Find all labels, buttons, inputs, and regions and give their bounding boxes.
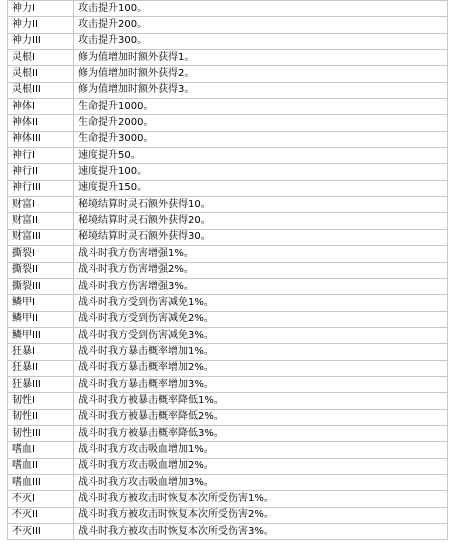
talent-effect-cell: 秘境结算时灵石额外获得10。 xyxy=(74,197,448,213)
table-row xyxy=(8,393,448,409)
talent-effect-cell: 战斗时我方被攻击时恢复本次所受伤害3%。 xyxy=(74,524,448,540)
talent-effect-cell: 速度提升50。 xyxy=(74,148,448,164)
talent-name-cell: 不灭I xyxy=(8,491,74,507)
talent-effect-cell: 战斗时我方暴击概率增加2%。 xyxy=(74,360,448,376)
talent-effect-cell: 攻击提升100。 xyxy=(74,1,448,17)
talent-name-cell: 鳞甲III xyxy=(8,327,74,343)
table-row xyxy=(8,491,448,507)
talent-name-cell: 韧性I xyxy=(8,393,74,409)
talent-name-cell: 韧性II xyxy=(8,409,74,425)
table-row xyxy=(8,115,448,131)
table-row xyxy=(8,229,448,245)
talent-name-cell: 不灭III xyxy=(8,524,74,540)
talent-name-cell: 灵根I xyxy=(8,50,74,66)
table-row xyxy=(8,311,448,327)
talent-effect-cell: 战斗时我方伤害增强2%。 xyxy=(74,262,448,278)
talent-effect-cell: 速度提升150。 xyxy=(74,180,448,196)
talent-name-cell: 撕裂II xyxy=(8,262,74,278)
talent-name-cell: 神体II xyxy=(8,115,74,131)
table-row xyxy=(8,164,448,180)
table-row xyxy=(8,148,448,164)
talent-effect-cell: 战斗时我方被暴击概率降低3%。 xyxy=(74,425,448,441)
talent-effect-cell: 战斗时我方受到伤害减免1%。 xyxy=(74,295,448,311)
table-row xyxy=(8,507,448,523)
table-row xyxy=(8,99,448,115)
talent-effect-cell: 战斗时我方伤害增强1%。 xyxy=(74,246,448,262)
table-row xyxy=(8,376,448,392)
talent-name-cell: 神力I xyxy=(8,1,74,17)
table-row xyxy=(8,131,448,147)
talent-table xyxy=(7,0,448,540)
talent-name-cell: 狂暴III xyxy=(8,376,74,392)
talent-name-cell: 神行I xyxy=(8,148,74,164)
talent-effect-cell: 秘境结算时灵石额外获得30。 xyxy=(74,229,448,245)
table-row xyxy=(8,458,448,474)
talent-name-cell: 神行III xyxy=(8,180,74,196)
talent-name-cell: 灵根II xyxy=(8,66,74,82)
table-row xyxy=(8,409,448,425)
talent-effect-cell: 战斗时我方被攻击时恢复本次所受伤害2%。 xyxy=(74,507,448,523)
table-row xyxy=(8,360,448,376)
talent-effect-cell: 攻击提升200。 xyxy=(74,17,448,33)
talent-name-cell: 撕裂I xyxy=(8,246,74,262)
talent-effect-cell: 修为值增加时额外获得1。 xyxy=(74,50,448,66)
table-row xyxy=(8,50,448,66)
talent-effect-cell: 战斗时我方暴击概率增加3%。 xyxy=(74,376,448,392)
talent-name-cell: 鳞甲II xyxy=(8,311,74,327)
talent-effect-cell: 战斗时我方伤害增强3%。 xyxy=(74,278,448,294)
talent-name-cell: 鳞甲I xyxy=(8,295,74,311)
talent-effect-cell: 战斗时我方被攻击时恢复本次所受伤害1%。 xyxy=(74,491,448,507)
talent-effect-cell: 战斗时我方攻击吸血增加2%。 xyxy=(74,458,448,474)
talent-name-cell: 神力III xyxy=(8,33,74,49)
talent-name-cell: 神力II xyxy=(8,17,74,33)
table-row xyxy=(8,344,448,360)
table-row xyxy=(8,82,448,98)
talent-name-cell: 韧性III xyxy=(8,425,74,441)
talent-effect-cell: 秘境结算时灵石额外获得20。 xyxy=(74,213,448,229)
talent-name-cell: 灵根III xyxy=(8,82,74,98)
talent-effect-cell: 修为值增加时额外获得2。 xyxy=(74,66,448,82)
talent-effect-cell: 战斗时我方攻击吸血增加3%。 xyxy=(74,474,448,490)
talent-effect-cell: 战斗时我方攻击吸血增加1%。 xyxy=(74,442,448,458)
talent-name-cell: 不灭II xyxy=(8,507,74,523)
table-row xyxy=(8,442,448,458)
talent-name-cell: 撕裂III xyxy=(8,278,74,294)
table-row xyxy=(8,295,448,311)
talent-effect-cell: 战斗时我方被暴击概率降低2%。 xyxy=(74,409,448,425)
talent-effect-cell: 修为值增加时额外获得3。 xyxy=(74,82,448,98)
table-row xyxy=(8,246,448,262)
talent-effect-cell: 战斗时我方受到伤害减免2%。 xyxy=(74,311,448,327)
talent-name-cell: 神体I xyxy=(8,99,74,115)
talent-name-cell: 财富II xyxy=(8,213,74,229)
talent-name-cell: 神行II xyxy=(8,164,74,180)
talent-name-cell: 狂暴II xyxy=(8,360,74,376)
table-row xyxy=(8,197,448,213)
talent-effect-cell: 战斗时我方受到伤害减免3%。 xyxy=(74,327,448,343)
talent-name-cell: 财富I xyxy=(8,197,74,213)
talent-name-cell: 嗜血II xyxy=(8,458,74,474)
talent-effect-cell: 生命提升3000。 xyxy=(74,131,448,147)
talent-effect-cell: 生命提升1000。 xyxy=(74,99,448,115)
table-row xyxy=(8,327,448,343)
talent-table-body xyxy=(8,1,448,540)
talent-effect-cell: 生命提升2000。 xyxy=(74,115,448,131)
talent-effect-cell: 战斗时我方暴击概率增加1%。 xyxy=(74,344,448,360)
table-row xyxy=(8,213,448,229)
table-row xyxy=(8,524,448,540)
table-row xyxy=(8,278,448,294)
table-row xyxy=(8,262,448,278)
talent-effect-cell: 攻击提升300。 xyxy=(74,33,448,49)
talent-effect-cell: 速度提升100。 xyxy=(74,164,448,180)
talent-name-cell: 嗜血III xyxy=(8,474,74,490)
table-row xyxy=(8,33,448,49)
table-row xyxy=(8,474,448,490)
table-row xyxy=(8,66,448,82)
talent-name-cell: 财富III xyxy=(8,229,74,245)
table-row xyxy=(8,1,448,17)
talent-name-cell: 神体III xyxy=(8,131,74,147)
talent-effect-cell: 战斗时我方被暴击概率降低1%。 xyxy=(74,393,448,409)
table-row xyxy=(8,425,448,441)
talent-name-cell: 狂暴I xyxy=(8,344,74,360)
talent-name-cell: 嗜血I xyxy=(8,442,74,458)
table-row xyxy=(8,180,448,196)
table-row xyxy=(8,17,448,33)
